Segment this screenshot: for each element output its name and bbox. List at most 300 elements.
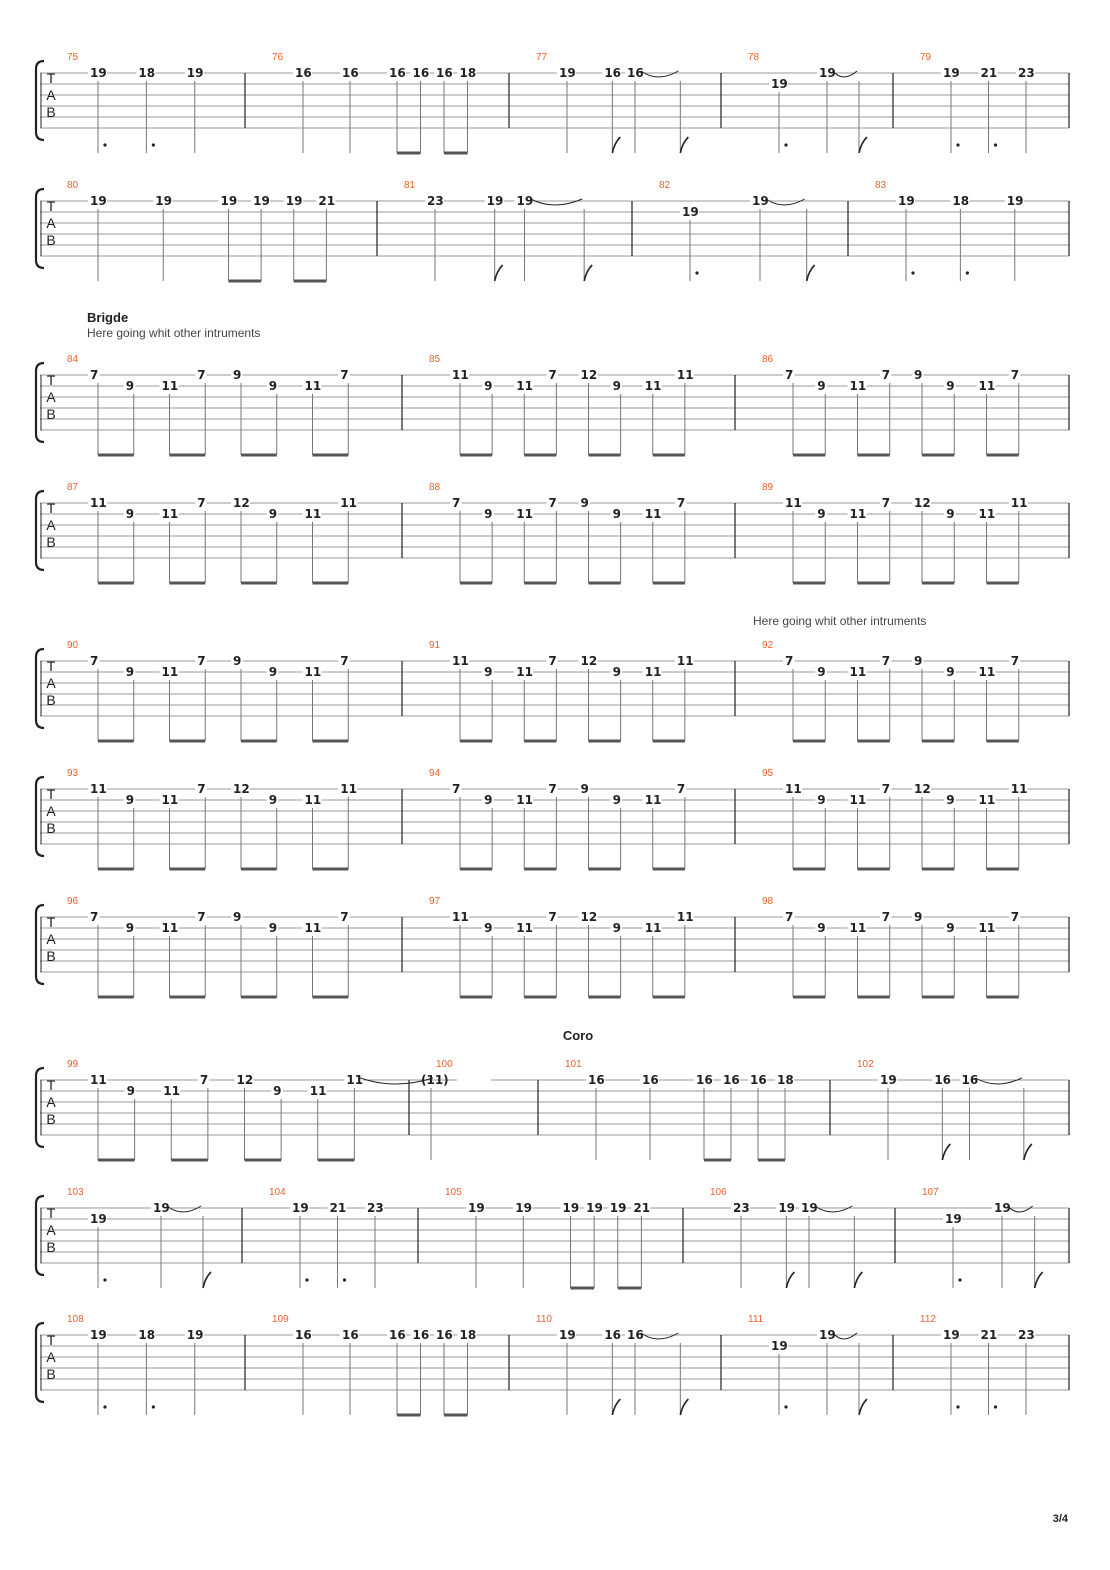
rhythm-dot bbox=[784, 1405, 787, 1408]
fret-number: 12 bbox=[580, 910, 598, 924]
fret-number: (11) bbox=[421, 1073, 449, 1087]
fret-number: 18 bbox=[138, 1328, 156, 1342]
tab-clef-letter: T bbox=[46, 1205, 56, 1221]
fret-number: 11 bbox=[1010, 496, 1028, 510]
fret-number: 7 bbox=[340, 654, 349, 668]
fret-number: 7 bbox=[1010, 910, 1020, 924]
rhythm-dot bbox=[103, 1278, 106, 1281]
tab-clef-letter: A bbox=[46, 1349, 56, 1365]
tie-arc bbox=[815, 1206, 852, 1212]
fret-number: 7 bbox=[785, 910, 794, 924]
fret-number: 16 bbox=[295, 1328, 312, 1342]
fret-number: 11 bbox=[644, 665, 662, 679]
eighth-flag bbox=[203, 1272, 211, 1288]
fret-number: 12 bbox=[580, 654, 598, 668]
tab-clef-letter: T bbox=[46, 658, 56, 674]
rhythm-dot bbox=[695, 271, 698, 274]
fret-number: 11 bbox=[452, 368, 469, 382]
fret-number: 12 bbox=[236, 1073, 254, 1087]
fret-number: 19 bbox=[752, 194, 769, 208]
fret-number: 19 bbox=[253, 194, 270, 208]
measure-number: 79 bbox=[920, 52, 932, 63]
fret-number: 19 bbox=[771, 1339, 788, 1353]
fret-number: 12 bbox=[233, 496, 250, 510]
fret-number: 9 bbox=[946, 379, 955, 393]
eighth-flag bbox=[1024, 1144, 1032, 1160]
tab-clef-letter: A bbox=[46, 389, 56, 405]
fret-number: 7 bbox=[199, 1073, 209, 1087]
fret-number: 11 bbox=[516, 507, 533, 521]
fret-number: 9 bbox=[817, 665, 826, 679]
fret-number: 23 bbox=[1018, 66, 1035, 80]
fret-number: 19 bbox=[90, 194, 107, 208]
fret-number: 9 bbox=[580, 496, 589, 510]
tab-system bbox=[36, 1028, 1069, 1160]
tab-clef-letter: B bbox=[46, 820, 56, 836]
eighth-flag bbox=[612, 137, 620, 153]
fret-number: 9 bbox=[125, 379, 135, 393]
fret-number: 11 bbox=[676, 368, 694, 382]
measure-number: 80 bbox=[67, 180, 79, 191]
fret-number: 7 bbox=[881, 496, 891, 510]
fret-number: 9 bbox=[914, 654, 923, 668]
fret-number: 7 bbox=[785, 368, 794, 382]
fret-number: 19 bbox=[559, 1328, 576, 1342]
fret-number: 7 bbox=[676, 782, 686, 796]
fret-number: 23 bbox=[733, 1201, 750, 1215]
fret-number: 18 bbox=[459, 66, 477, 80]
fret-number: 7 bbox=[785, 654, 794, 668]
fret-number: 23 bbox=[1018, 1328, 1035, 1342]
measure-number: 85 bbox=[429, 354, 441, 365]
fret-number: 7 bbox=[548, 910, 557, 924]
eighth-flag bbox=[807, 265, 815, 281]
eighth-flag bbox=[680, 1399, 688, 1415]
fret-number: 19 bbox=[153, 1201, 170, 1215]
eighth-flag bbox=[786, 1272, 794, 1288]
measure-number: 87 bbox=[67, 482, 79, 493]
measure-number: 95 bbox=[762, 768, 774, 779]
fret-number: 9 bbox=[125, 665, 135, 679]
fret-number: 18 bbox=[459, 1328, 477, 1342]
measure-number: 92 bbox=[762, 640, 774, 651]
measure-number: 111 bbox=[748, 1314, 764, 1325]
fret-number: 7 bbox=[676, 496, 686, 510]
tab-clef-letter: A bbox=[46, 215, 56, 231]
tab-clef-letter: B bbox=[46, 692, 56, 708]
fret-number: 9 bbox=[126, 1084, 135, 1098]
measure-number: 102 bbox=[857, 1059, 874, 1070]
fret-number: 16 bbox=[627, 66, 644, 80]
page-number: 3/4 bbox=[1052, 1513, 1068, 1525]
fret-number: 19 bbox=[285, 194, 303, 208]
fret-number: 9 bbox=[125, 921, 135, 935]
measure-number: 86 bbox=[762, 354, 774, 365]
fret-number: 16 bbox=[436, 1328, 453, 1342]
fret-number: 11 bbox=[849, 665, 867, 679]
measure-number: 76 bbox=[272, 52, 284, 63]
fret-number: 16 bbox=[934, 1073, 952, 1087]
rhythm-dot bbox=[911, 271, 914, 274]
fret-number: 21 bbox=[633, 1201, 651, 1215]
fret-number: 9 bbox=[233, 654, 242, 668]
fret-number: 7 bbox=[197, 496, 206, 510]
fret-number: 11 bbox=[161, 665, 179, 679]
tab-clef-letter: T bbox=[46, 1077, 56, 1093]
fret-number: 12 bbox=[914, 782, 931, 796]
fret-number: 11 bbox=[849, 379, 867, 393]
fret-number: 16 bbox=[389, 66, 406, 80]
tab-clef-letter: T bbox=[46, 500, 56, 516]
fret-number: 9 bbox=[268, 379, 278, 393]
fret-number: 9 bbox=[484, 379, 493, 393]
fret-number: 11 bbox=[644, 793, 662, 807]
fret-number: 19 bbox=[90, 66, 107, 80]
fret-number: 19 bbox=[945, 1212, 962, 1226]
fret-number: 11 bbox=[304, 379, 322, 393]
fret-number: 7 bbox=[197, 654, 206, 668]
rhythm-dot bbox=[784, 143, 787, 146]
fret-number: 16 bbox=[412, 66, 430, 80]
measure-number: 104 bbox=[269, 1187, 286, 1198]
fret-number: 7 bbox=[1010, 654, 1020, 668]
fret-number: 16 bbox=[604, 1328, 622, 1342]
tab-clef-letter: B bbox=[46, 406, 56, 422]
fret-number: 11 bbox=[978, 793, 996, 807]
tab-clef-letter: B bbox=[46, 948, 56, 964]
fret-number: 19 bbox=[515, 1201, 532, 1215]
tab-clef-letter: T bbox=[46, 70, 56, 86]
measure-number: 108 bbox=[67, 1314, 84, 1325]
fret-number: 23 bbox=[427, 194, 444, 208]
fret-number: 19 bbox=[943, 66, 960, 80]
fret-number: 11 bbox=[161, 507, 179, 521]
fret-number: 21 bbox=[329, 1201, 347, 1215]
eighth-flag bbox=[854, 1272, 862, 1288]
measure-number: 97 bbox=[429, 896, 441, 907]
fret-number: 16 bbox=[604, 66, 622, 80]
fret-number: 16 bbox=[696, 1073, 713, 1087]
measure-number: 84 bbox=[67, 354, 79, 365]
fret-number: 9 bbox=[484, 665, 493, 679]
measure-number: 96 bbox=[67, 896, 79, 907]
fret-number: 11 bbox=[978, 379, 996, 393]
rhythm-dot bbox=[956, 1405, 959, 1408]
tab-system bbox=[36, 52, 1069, 153]
fret-number: 9 bbox=[484, 507, 493, 521]
tab-clef-letter: T bbox=[46, 914, 56, 930]
tab-clef-letter: T bbox=[46, 786, 56, 802]
tab-system bbox=[36, 896, 1069, 997]
fret-number: 7 bbox=[90, 654, 99, 668]
fret-number: 11 bbox=[161, 793, 179, 807]
fret-number: 7 bbox=[548, 368, 557, 382]
eighth-flag bbox=[495, 265, 503, 281]
fret-number: 11 bbox=[304, 793, 322, 807]
fret-number: 16 bbox=[436, 66, 453, 80]
eighth-flag bbox=[612, 1399, 620, 1415]
measure-number: 88 bbox=[429, 482, 441, 493]
tie-arc bbox=[641, 1333, 678, 1339]
tab-system bbox=[36, 1187, 1069, 1288]
fret-number: 19 bbox=[880, 1073, 897, 1087]
tab-clef-letter: B bbox=[46, 534, 56, 550]
fret-number: 9 bbox=[914, 910, 923, 924]
tab-clef-letter: T bbox=[46, 372, 56, 388]
tie-arc bbox=[167, 1206, 201, 1212]
tab-system bbox=[36, 482, 1069, 583]
measure-number: 99 bbox=[67, 1059, 79, 1070]
eighth-flag bbox=[859, 137, 867, 153]
fret-number: 7 bbox=[548, 496, 557, 510]
section-annotation: Here going whit other intruments bbox=[753, 614, 927, 628]
fret-number: 9 bbox=[914, 368, 923, 382]
rhythm-dot bbox=[966, 271, 969, 274]
fret-number: 9 bbox=[268, 921, 278, 935]
fret-number: 9 bbox=[233, 910, 242, 924]
rhythm-dot bbox=[994, 1405, 997, 1408]
fret-number: 9 bbox=[612, 793, 621, 807]
tab-clef-letter: B bbox=[46, 232, 56, 248]
fret-number: 12 bbox=[580, 368, 598, 382]
fret-number: 9 bbox=[612, 921, 621, 935]
fret-number: 18 bbox=[952, 194, 970, 208]
fret-number: 11 bbox=[676, 654, 694, 668]
measure-number: 81 bbox=[404, 180, 416, 191]
fret-number: 16 bbox=[588, 1073, 605, 1087]
measure-number: 91 bbox=[429, 640, 441, 651]
rhythm-dot bbox=[994, 143, 997, 146]
fret-number: 19 bbox=[994, 1201, 1011, 1215]
fret-number: 16 bbox=[295, 66, 312, 80]
fret-number: 11 bbox=[644, 921, 662, 935]
rhythm-dot bbox=[956, 143, 959, 146]
measure-number: 78 bbox=[748, 52, 760, 63]
eighth-flag bbox=[680, 137, 688, 153]
fret-number: 11 bbox=[516, 793, 533, 807]
fret-number: 11 bbox=[340, 782, 357, 796]
fret-number: 12 bbox=[914, 496, 931, 510]
measure-number: 109 bbox=[272, 1314, 289, 1325]
fret-number: 9 bbox=[612, 665, 621, 679]
fret-number: 9 bbox=[817, 921, 826, 935]
tie-arc bbox=[833, 1333, 857, 1339]
eighth-flag bbox=[1035, 1272, 1043, 1288]
fret-number: 7 bbox=[452, 496, 461, 510]
fret-number: 9 bbox=[268, 507, 278, 521]
measure-number: 77 bbox=[536, 52, 548, 63]
tab-system bbox=[36, 180, 1069, 281]
fret-number: 21 bbox=[318, 194, 336, 208]
fret-number: 16 bbox=[750, 1073, 767, 1087]
fret-number: 9 bbox=[817, 793, 826, 807]
tab-clef-letter: A bbox=[46, 675, 56, 691]
fret-number: 7 bbox=[548, 654, 557, 668]
fret-number: 7 bbox=[881, 910, 891, 924]
fret-number: 11 bbox=[676, 910, 694, 924]
fret-number: 11 bbox=[1010, 782, 1028, 796]
tab-system bbox=[36, 310, 1069, 455]
fret-number: 11 bbox=[304, 507, 322, 521]
fret-number: 11 bbox=[452, 910, 469, 924]
fret-number: 11 bbox=[516, 921, 533, 935]
tab-system bbox=[36, 614, 1069, 741]
fret-number: 11 bbox=[785, 782, 802, 796]
fret-number: 19 bbox=[682, 205, 699, 219]
eighth-flag bbox=[942, 1144, 950, 1160]
fret-number: 11 bbox=[161, 921, 179, 935]
fret-number: 11 bbox=[516, 665, 533, 679]
fret-number: 19 bbox=[186, 1328, 204, 1342]
fret-number: 9 bbox=[817, 507, 826, 521]
measure-number: 106 bbox=[710, 1187, 727, 1198]
rhythm-dot bbox=[152, 1405, 155, 1408]
tab-clef-letter: B bbox=[46, 1111, 56, 1127]
tab-clef-letter: B bbox=[46, 1239, 56, 1255]
measure-number: 90 bbox=[67, 640, 79, 651]
measure-number: 82 bbox=[659, 180, 671, 191]
fret-number: 11 bbox=[849, 921, 867, 935]
measure-number: 112 bbox=[920, 1314, 936, 1325]
eighth-flag bbox=[584, 265, 592, 281]
fret-number: 7 bbox=[340, 910, 349, 924]
fret-number: 16 bbox=[342, 1328, 359, 1342]
fret-number: 19 bbox=[90, 1212, 107, 1226]
measure-number: 89 bbox=[762, 482, 774, 493]
fret-number: 11 bbox=[304, 665, 322, 679]
fret-number: 16 bbox=[961, 1073, 979, 1087]
measure-number: 107 bbox=[922, 1187, 939, 1198]
fret-number: 11 bbox=[849, 793, 867, 807]
fret-number: 19 bbox=[819, 1328, 836, 1342]
fret-number: 19 bbox=[801, 1201, 818, 1215]
fret-number: 11 bbox=[644, 379, 662, 393]
tie-arc bbox=[766, 199, 805, 205]
fret-number: 16 bbox=[723, 1073, 740, 1087]
fret-number: 7 bbox=[452, 782, 461, 796]
fret-number: 9 bbox=[946, 665, 955, 679]
fret-number: 19 bbox=[155, 194, 172, 208]
fret-number: 16 bbox=[389, 1328, 406, 1342]
fret-number: 11 bbox=[978, 507, 996, 521]
fret-number: 19 bbox=[771, 77, 788, 91]
fret-number: 23 bbox=[367, 1201, 384, 1215]
fret-number: 7 bbox=[197, 368, 206, 382]
tie-arc bbox=[531, 199, 583, 205]
fret-number: 19 bbox=[516, 194, 534, 208]
fret-number: 11 bbox=[785, 496, 802, 510]
fret-number: 9 bbox=[484, 793, 493, 807]
fret-number: 11 bbox=[163, 1084, 180, 1098]
fret-number: 19 bbox=[486, 194, 504, 208]
rhythm-dot bbox=[152, 143, 155, 146]
fret-number: 9 bbox=[946, 793, 955, 807]
tab-clef-letter: A bbox=[46, 931, 56, 947]
fret-number: 9 bbox=[946, 507, 955, 521]
fret-number: 18 bbox=[777, 1073, 794, 1087]
fret-number: 7 bbox=[881, 368, 891, 382]
fret-number: 11 bbox=[309, 1084, 327, 1098]
fret-number: 19 bbox=[468, 1201, 485, 1215]
fret-number: 9 bbox=[125, 507, 135, 521]
tab-clef-letter: A bbox=[46, 1222, 56, 1238]
fret-number: 11 bbox=[304, 921, 322, 935]
fret-number: 7 bbox=[340, 368, 349, 382]
fret-number: 9 bbox=[612, 507, 621, 521]
fret-number: 21 bbox=[980, 66, 998, 80]
fret-number: 7 bbox=[197, 910, 206, 924]
fret-number: 19 bbox=[1006, 194, 1024, 208]
fret-number: 9 bbox=[817, 379, 826, 393]
rhythm-dot bbox=[958, 1278, 961, 1281]
fret-number: 9 bbox=[946, 921, 955, 935]
fret-number: 11 bbox=[340, 496, 357, 510]
fret-number: 11 bbox=[346, 1073, 364, 1087]
section-label: Coro bbox=[562, 1028, 594, 1043]
fret-number: 11 bbox=[452, 654, 469, 668]
fret-number: 19 bbox=[586, 1201, 603, 1215]
fret-number: 7 bbox=[90, 910, 99, 924]
tie-arc bbox=[833, 71, 857, 77]
fret-number: 7 bbox=[1010, 368, 1020, 382]
eighth-flag bbox=[859, 1399, 867, 1415]
fret-number: 7 bbox=[881, 782, 891, 796]
fret-number: 9 bbox=[268, 665, 278, 679]
fret-number: 19 bbox=[943, 1328, 960, 1342]
tab-clef-letter: A bbox=[46, 1094, 56, 1110]
tab-clef-letter: A bbox=[46, 517, 56, 533]
measure-number: 105 bbox=[445, 1187, 462, 1198]
fret-number: 19 bbox=[778, 1201, 796, 1215]
fret-number: 9 bbox=[580, 782, 589, 796]
fret-number: 19 bbox=[90, 1328, 107, 1342]
rhythm-dot bbox=[305, 1278, 308, 1281]
fret-number: 16 bbox=[342, 66, 359, 80]
tab-clef-letter: T bbox=[46, 198, 56, 214]
fret-number: 19 bbox=[609, 1201, 627, 1215]
fret-number: 9 bbox=[233, 368, 242, 382]
tab-clef-letter: B bbox=[46, 104, 56, 120]
fret-number: 16 bbox=[642, 1073, 659, 1087]
fret-number: 19 bbox=[220, 194, 238, 208]
measure-number: 94 bbox=[429, 768, 441, 779]
fret-number: 9 bbox=[612, 379, 621, 393]
fret-number: 11 bbox=[161, 379, 179, 393]
measure-number: 103 bbox=[67, 1187, 84, 1198]
fret-number: 7 bbox=[90, 368, 99, 382]
fret-number: 16 bbox=[627, 1328, 644, 1342]
fret-number: 19 bbox=[186, 66, 204, 80]
fret-number: 19 bbox=[898, 194, 915, 208]
fret-number: 9 bbox=[125, 793, 135, 807]
fret-number: 12 bbox=[233, 782, 250, 796]
measure-number: 75 bbox=[67, 52, 79, 63]
fret-number: 9 bbox=[273, 1084, 282, 1098]
tab-system bbox=[36, 1314, 1069, 1415]
rhythm-dot bbox=[103, 143, 106, 146]
tie-arc bbox=[641, 71, 678, 77]
fret-number: 7 bbox=[548, 782, 557, 796]
fret-mask bbox=[457, 1074, 491, 1086]
fret-number: 11 bbox=[644, 507, 662, 521]
fret-number: 11 bbox=[516, 379, 533, 393]
section-label: Brigde bbox=[87, 310, 129, 325]
measure-number: 100 bbox=[436, 1059, 453, 1070]
rhythm-dot bbox=[343, 1278, 346, 1281]
tab-system bbox=[36, 768, 1069, 869]
measure-number: 93 bbox=[67, 768, 79, 779]
fret-number: 16 bbox=[412, 1328, 430, 1342]
